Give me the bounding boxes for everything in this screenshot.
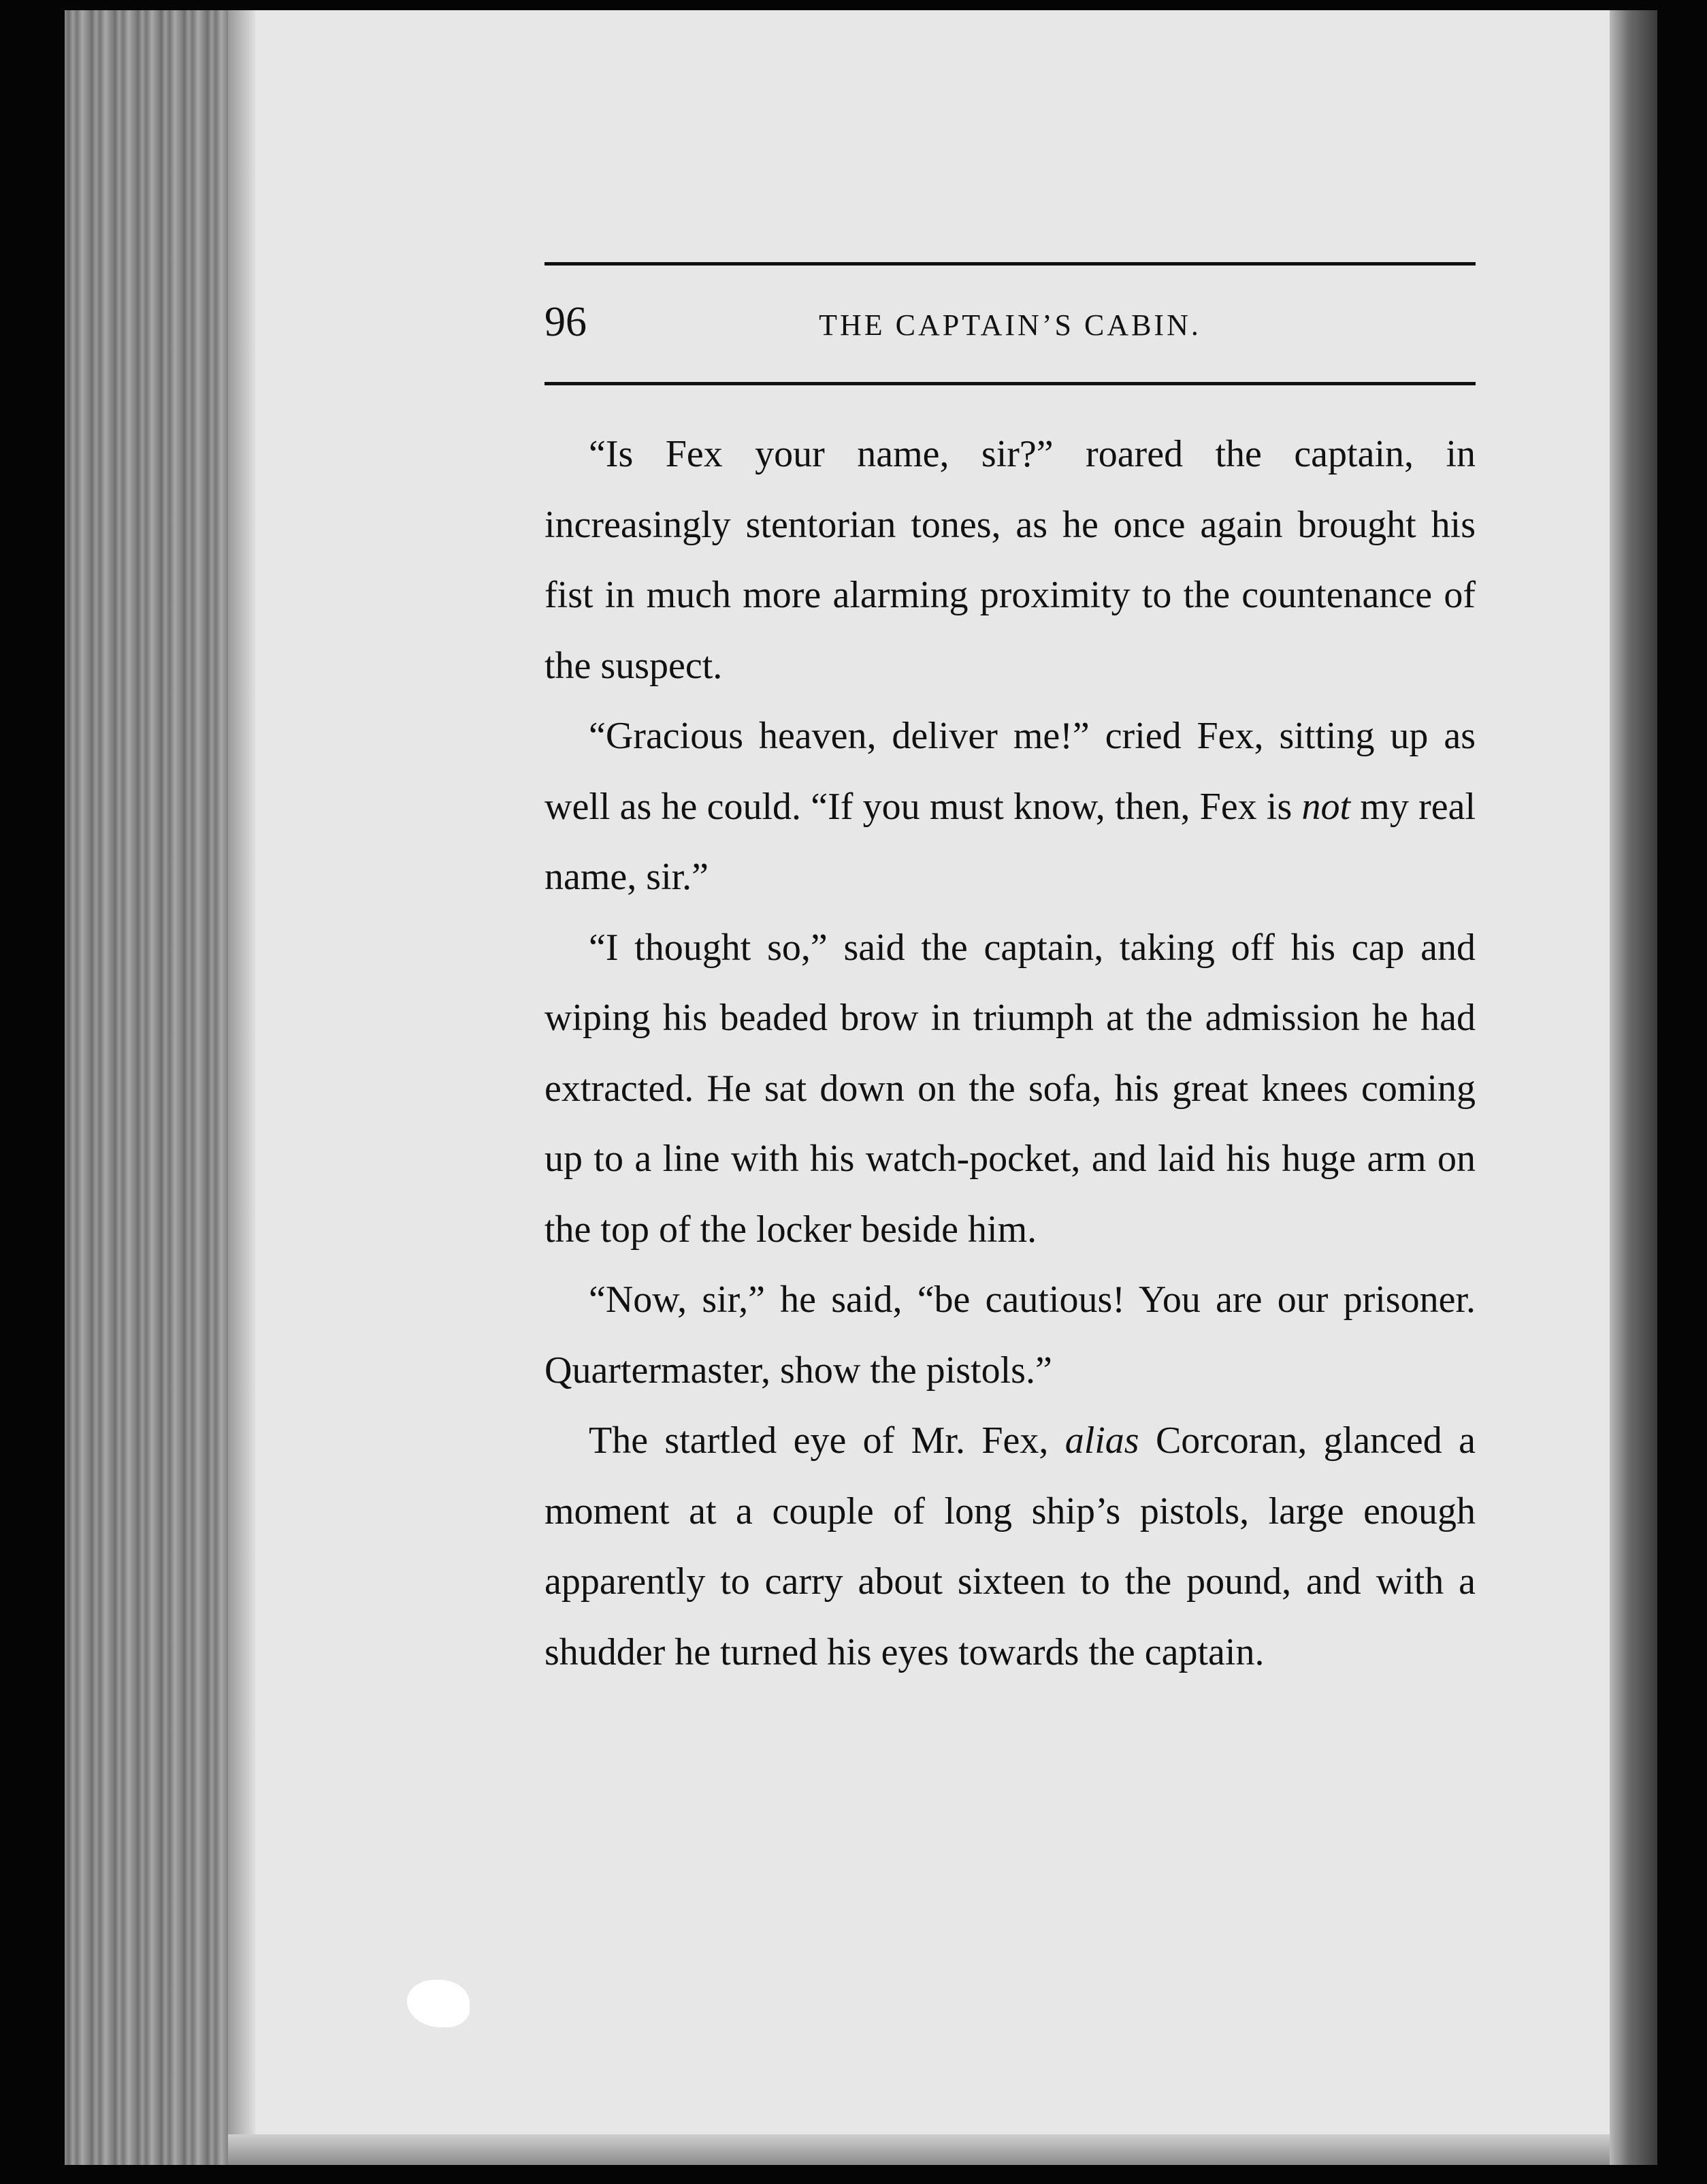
paragraph-text: “Now, sir,” he said, “be cautious! You are our prisoner. Quartermaster, show the pistols.”: [544, 1279, 1476, 1392]
paragraph: [544, 1265, 1476, 1406]
paragraph: [544, 1406, 1476, 1688]
running-head: THE CAPTAIN’S CABIN.: [819, 308, 1201, 342]
header-bottom-rule: [544, 382, 1476, 385]
page-edges: [65, 10, 228, 2165]
paragraph-text: The startled eye of Mr. Fex,: [589, 1419, 1065, 1462]
page-number: 96: [544, 299, 587, 345]
italic-text: alias: [1064, 1419, 1139, 1462]
body-text: [544, 419, 1476, 1688]
right-page-shadow: [1610, 10, 1657, 2165]
paragraph-text: “Is Fex your name, sir?” roared the captain, in increasingly stentorian tones, as he once again brought his fist in much more alarming proximity to the countenance of the suspect.: [544, 433, 1476, 687]
italic-text: not: [1301, 785, 1351, 828]
bottom-page-edge: [228, 2134, 1610, 2165]
paragraph-text: “I thought so,” said the captain, taking off his cap and wiping his beaded brow in triumph at the admission he had extracted. He sat down on the sofa, his great knees coming up to a line with his watch-pocket, and laid his huge arm on the top of the locker beside him.: [544, 926, 1476, 1251]
header-top-rule: [544, 262, 1476, 266]
page-header: [544, 291, 1476, 353]
paragraph: [544, 701, 1476, 913]
paragraph-text: Corcoran, glanced a moment at a couple of long ship’s pistols, large enough apparently to carry about sixteen to the pound, and with a shudder he turned his eyes towards the captain.: [544, 1419, 1476, 1673]
paragraph: [544, 913, 1476, 1266]
paragraph: [544, 419, 1476, 701]
spine-shadow: [228, 10, 255, 2165]
paragraph-text: my real name, sir.”: [544, 785, 1476, 898]
paragraph-text: “Gracious heaven, deliver me!” cried Fex, sitting up as well as he could. “If you must know, then, Fex is: [544, 715, 1476, 828]
